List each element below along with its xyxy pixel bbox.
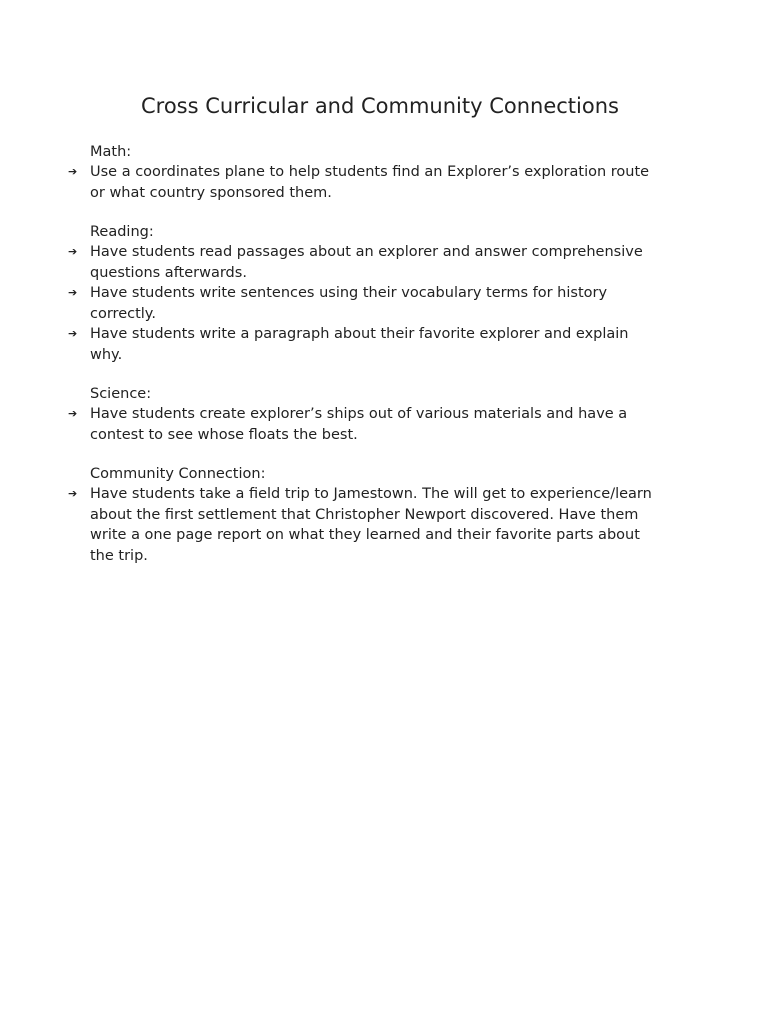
arrow-right-icon: ➔ bbox=[68, 327, 78, 340]
list-item-text: Have students write a paragraph about their favorite explorer and explain why. bbox=[90, 326, 629, 363]
arrow-right-icon: ➔ bbox=[68, 286, 78, 299]
section-heading-math: Math: bbox=[90, 144, 132, 160]
list-item-text: Have students create explorer’s ships out of various materials and have a contest to see whose floats the best. bbox=[90, 406, 628, 443]
section-community-connection bbox=[68, 464, 688, 566]
arrow-right-icon: ➔ bbox=[68, 487, 78, 500]
section-heading-science: Science: bbox=[90, 386, 152, 402]
list-item-text: Have students read passages about an explorer and answer comprehensive questions afterwards. bbox=[90, 244, 643, 281]
arrow-right-icon: ➔ bbox=[68, 165, 78, 178]
list-item-text: Use a coordinates plane to help students find an Explorer’s exploration route or what country sponsored them. bbox=[90, 164, 650, 201]
arrow-right-icon: ➔ bbox=[68, 407, 78, 420]
section-math bbox=[68, 142, 688, 203]
list-item-text: Have students write sentences using their vocabulary terms for history correctly. bbox=[90, 285, 608, 322]
list-item-text: Have students take a field trip to Jamestown. The will get to experience/learn about the first settlement that Christopher Newport discovered. Have them write a one page report on what they learned and their favorite parts about the trip. bbox=[90, 486, 652, 564]
section-heading-reading: Reading: bbox=[90, 224, 154, 240]
list-item bbox=[68, 324, 688, 365]
section-heading-community-connection: Community Connection: bbox=[90, 466, 266, 482]
list-item bbox=[68, 242, 688, 283]
section-reading bbox=[68, 222, 688, 365]
list-item bbox=[68, 283, 688, 324]
arrow-right-icon: ➔ bbox=[68, 245, 78, 258]
section-science bbox=[68, 384, 688, 445]
list-item bbox=[68, 484, 688, 566]
document-title: Cross Curricular and Community Connections bbox=[141, 94, 619, 118]
document-body bbox=[68, 142, 688, 585]
list-item bbox=[68, 404, 688, 445]
list-item bbox=[68, 162, 688, 203]
